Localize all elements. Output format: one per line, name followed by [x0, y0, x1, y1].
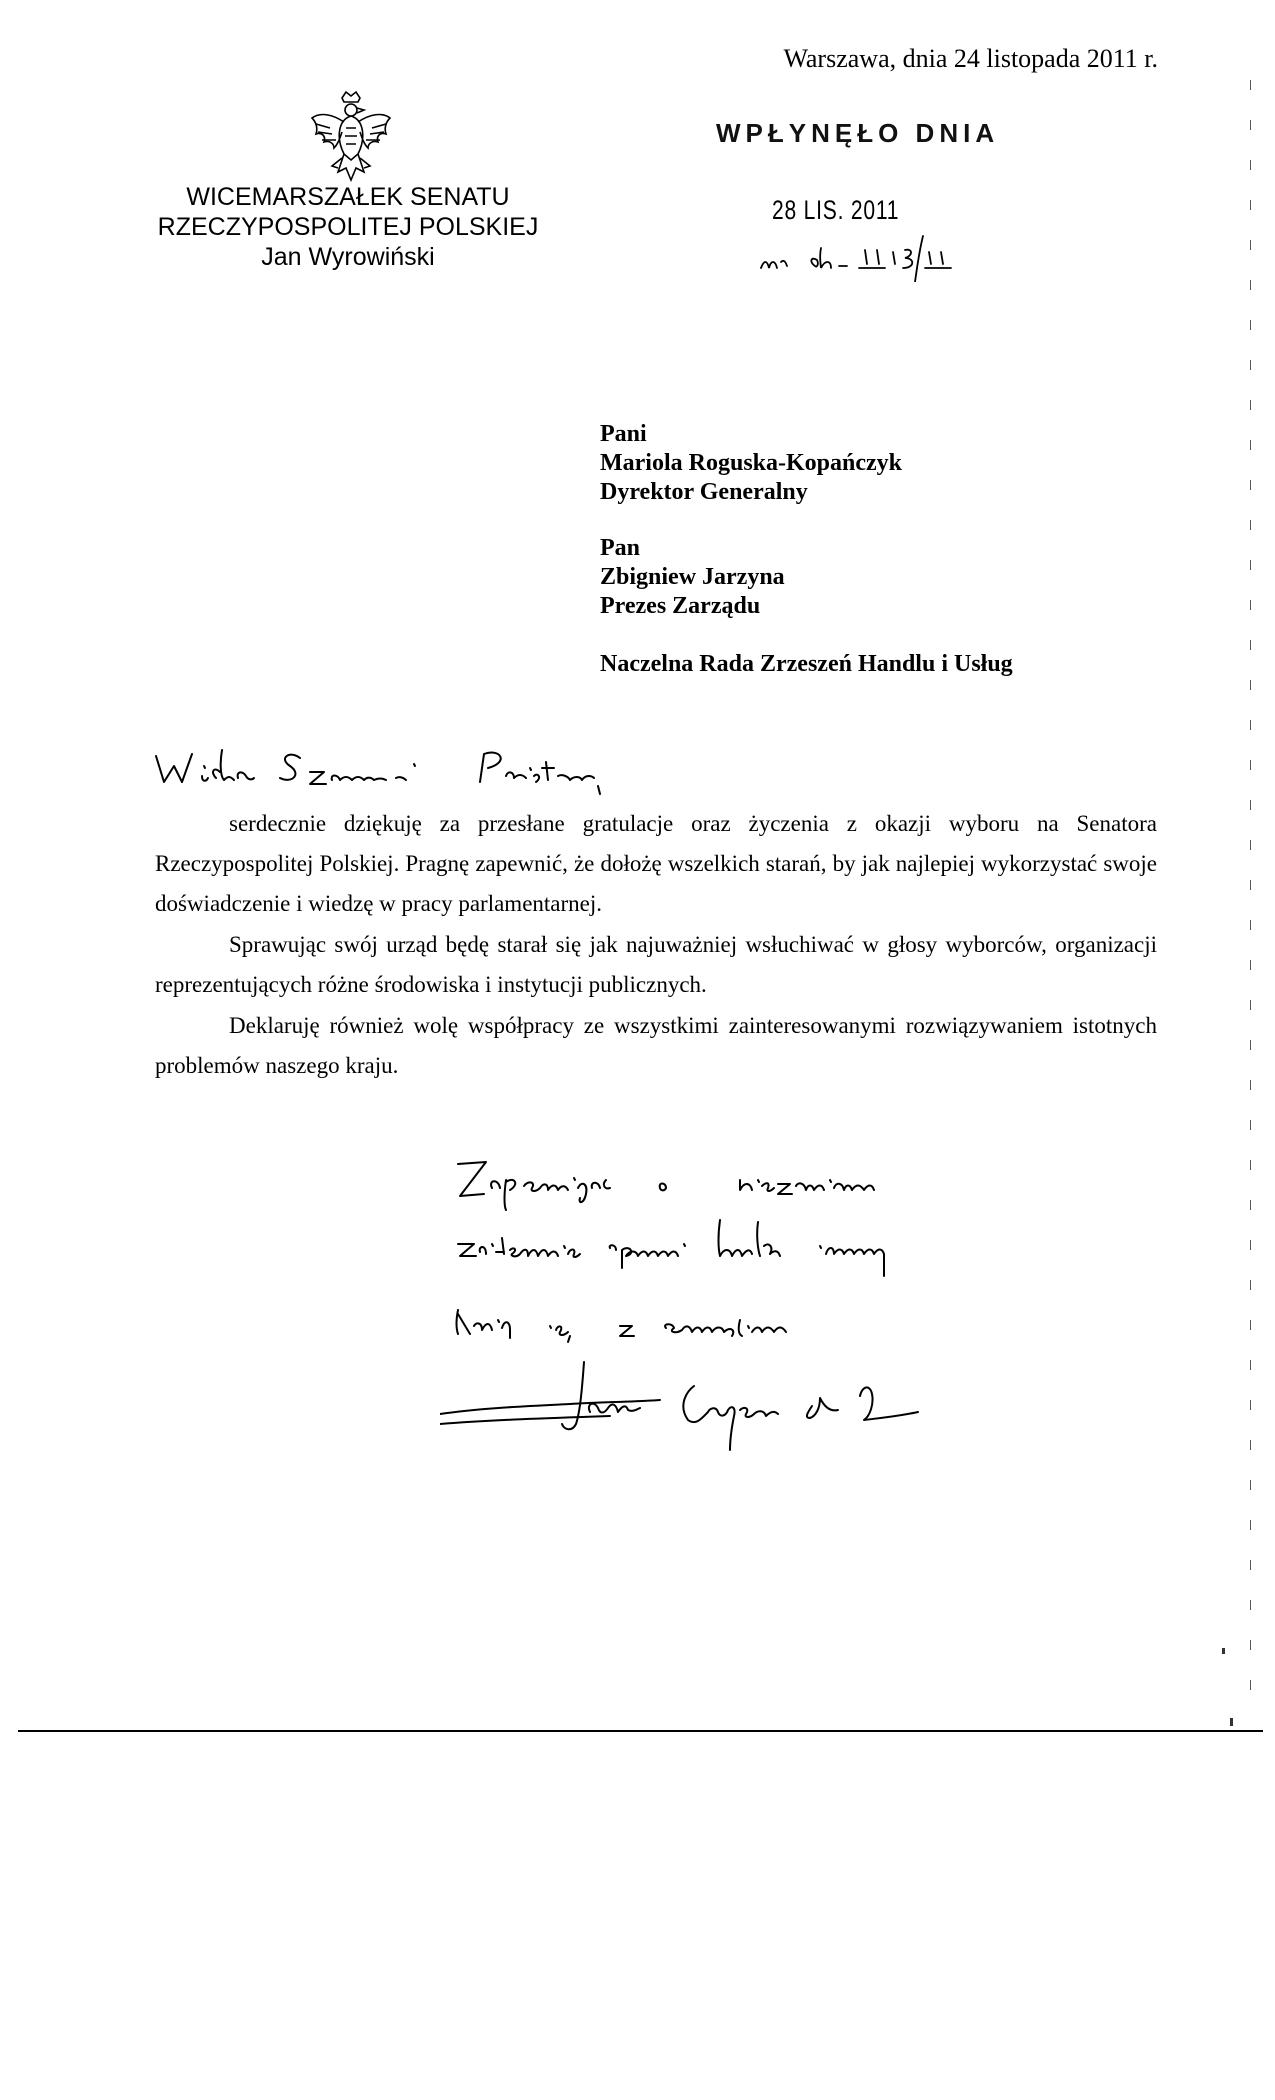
addressee-2-title: Prezes Zarządu	[600, 593, 761, 619]
addressee-1-name: Mariola Roguska-Kopańczyk	[600, 450, 903, 476]
letter-body	[155, 804, 1157, 1086]
body-paragraph: Deklaruję również wolę współpracy ze wszystkimi zainteresowanymi rozwiązywaniem istotnych problemów naszego kraju.	[155, 1013, 1157, 1078]
addressee-organization-name: Naczelna Rada Zrzeszeń Handlu i Usług	[600, 651, 1013, 677]
received-stamp-label: WPŁYNĘŁO DNIA	[716, 118, 1000, 148]
scan-edge-line	[1250, 80, 1251, 1720]
sender-name: Jan Wyrowiński	[261, 243, 435, 271]
addressee-1	[600, 420, 902, 507]
addressee-2-name: Zbigniew Jarzyna	[600, 564, 785, 590]
body-paragraph: Sprawując swój urząd będę starał się jak najuważniej wsłuchiwać w głosy wyborców, organizacji reprezentujących różne środowiska i instytucji publicznych.	[155, 932, 1157, 997]
addressee-1-honorific: Pani	[600, 421, 647, 447]
addressee-1-title: Dyrektor Generalny	[600, 479, 808, 505]
sender-institution: RZECZYPOSPOLITEJ POLSKIEJ	[157, 213, 539, 241]
scan-mark	[1230, 1718, 1233, 1726]
addressee-organization	[600, 650, 1013, 679]
handwritten-reference-number	[755, 222, 1025, 282]
received-stamp-date: 28 LIS. 2011	[772, 195, 900, 225]
sender-title: WICEMARSZAŁEK SENATU	[186, 183, 510, 211]
addressee-2	[600, 534, 785, 621]
handwritten-salutation	[150, 742, 710, 802]
scan-mark	[1222, 1648, 1225, 1654]
page-bottom-rule	[18, 1730, 1263, 1732]
handwritten-closing-and-signature	[440, 1150, 1220, 1540]
addressee-2-honorific: Pan	[600, 535, 641, 561]
body-paragraph: serdecznie dziękuję za przesłane gratulacje oraz życzenia z okazji wyboru na Senatora Rzeczypospolitej Polskiej. Pragnę zapewnić, że dołożę wszelkich starań, by jak najlepiej wykorzystać swoje doświadczenie i wiedzę w pracy parlamentarnej.	[155, 811, 1157, 916]
sender-block	[148, 182, 548, 272]
eagle-emblem-icon	[308, 88, 394, 184]
place-date: Warszawa, dnia 24 listopada 2011 r.	[783, 44, 1158, 73]
